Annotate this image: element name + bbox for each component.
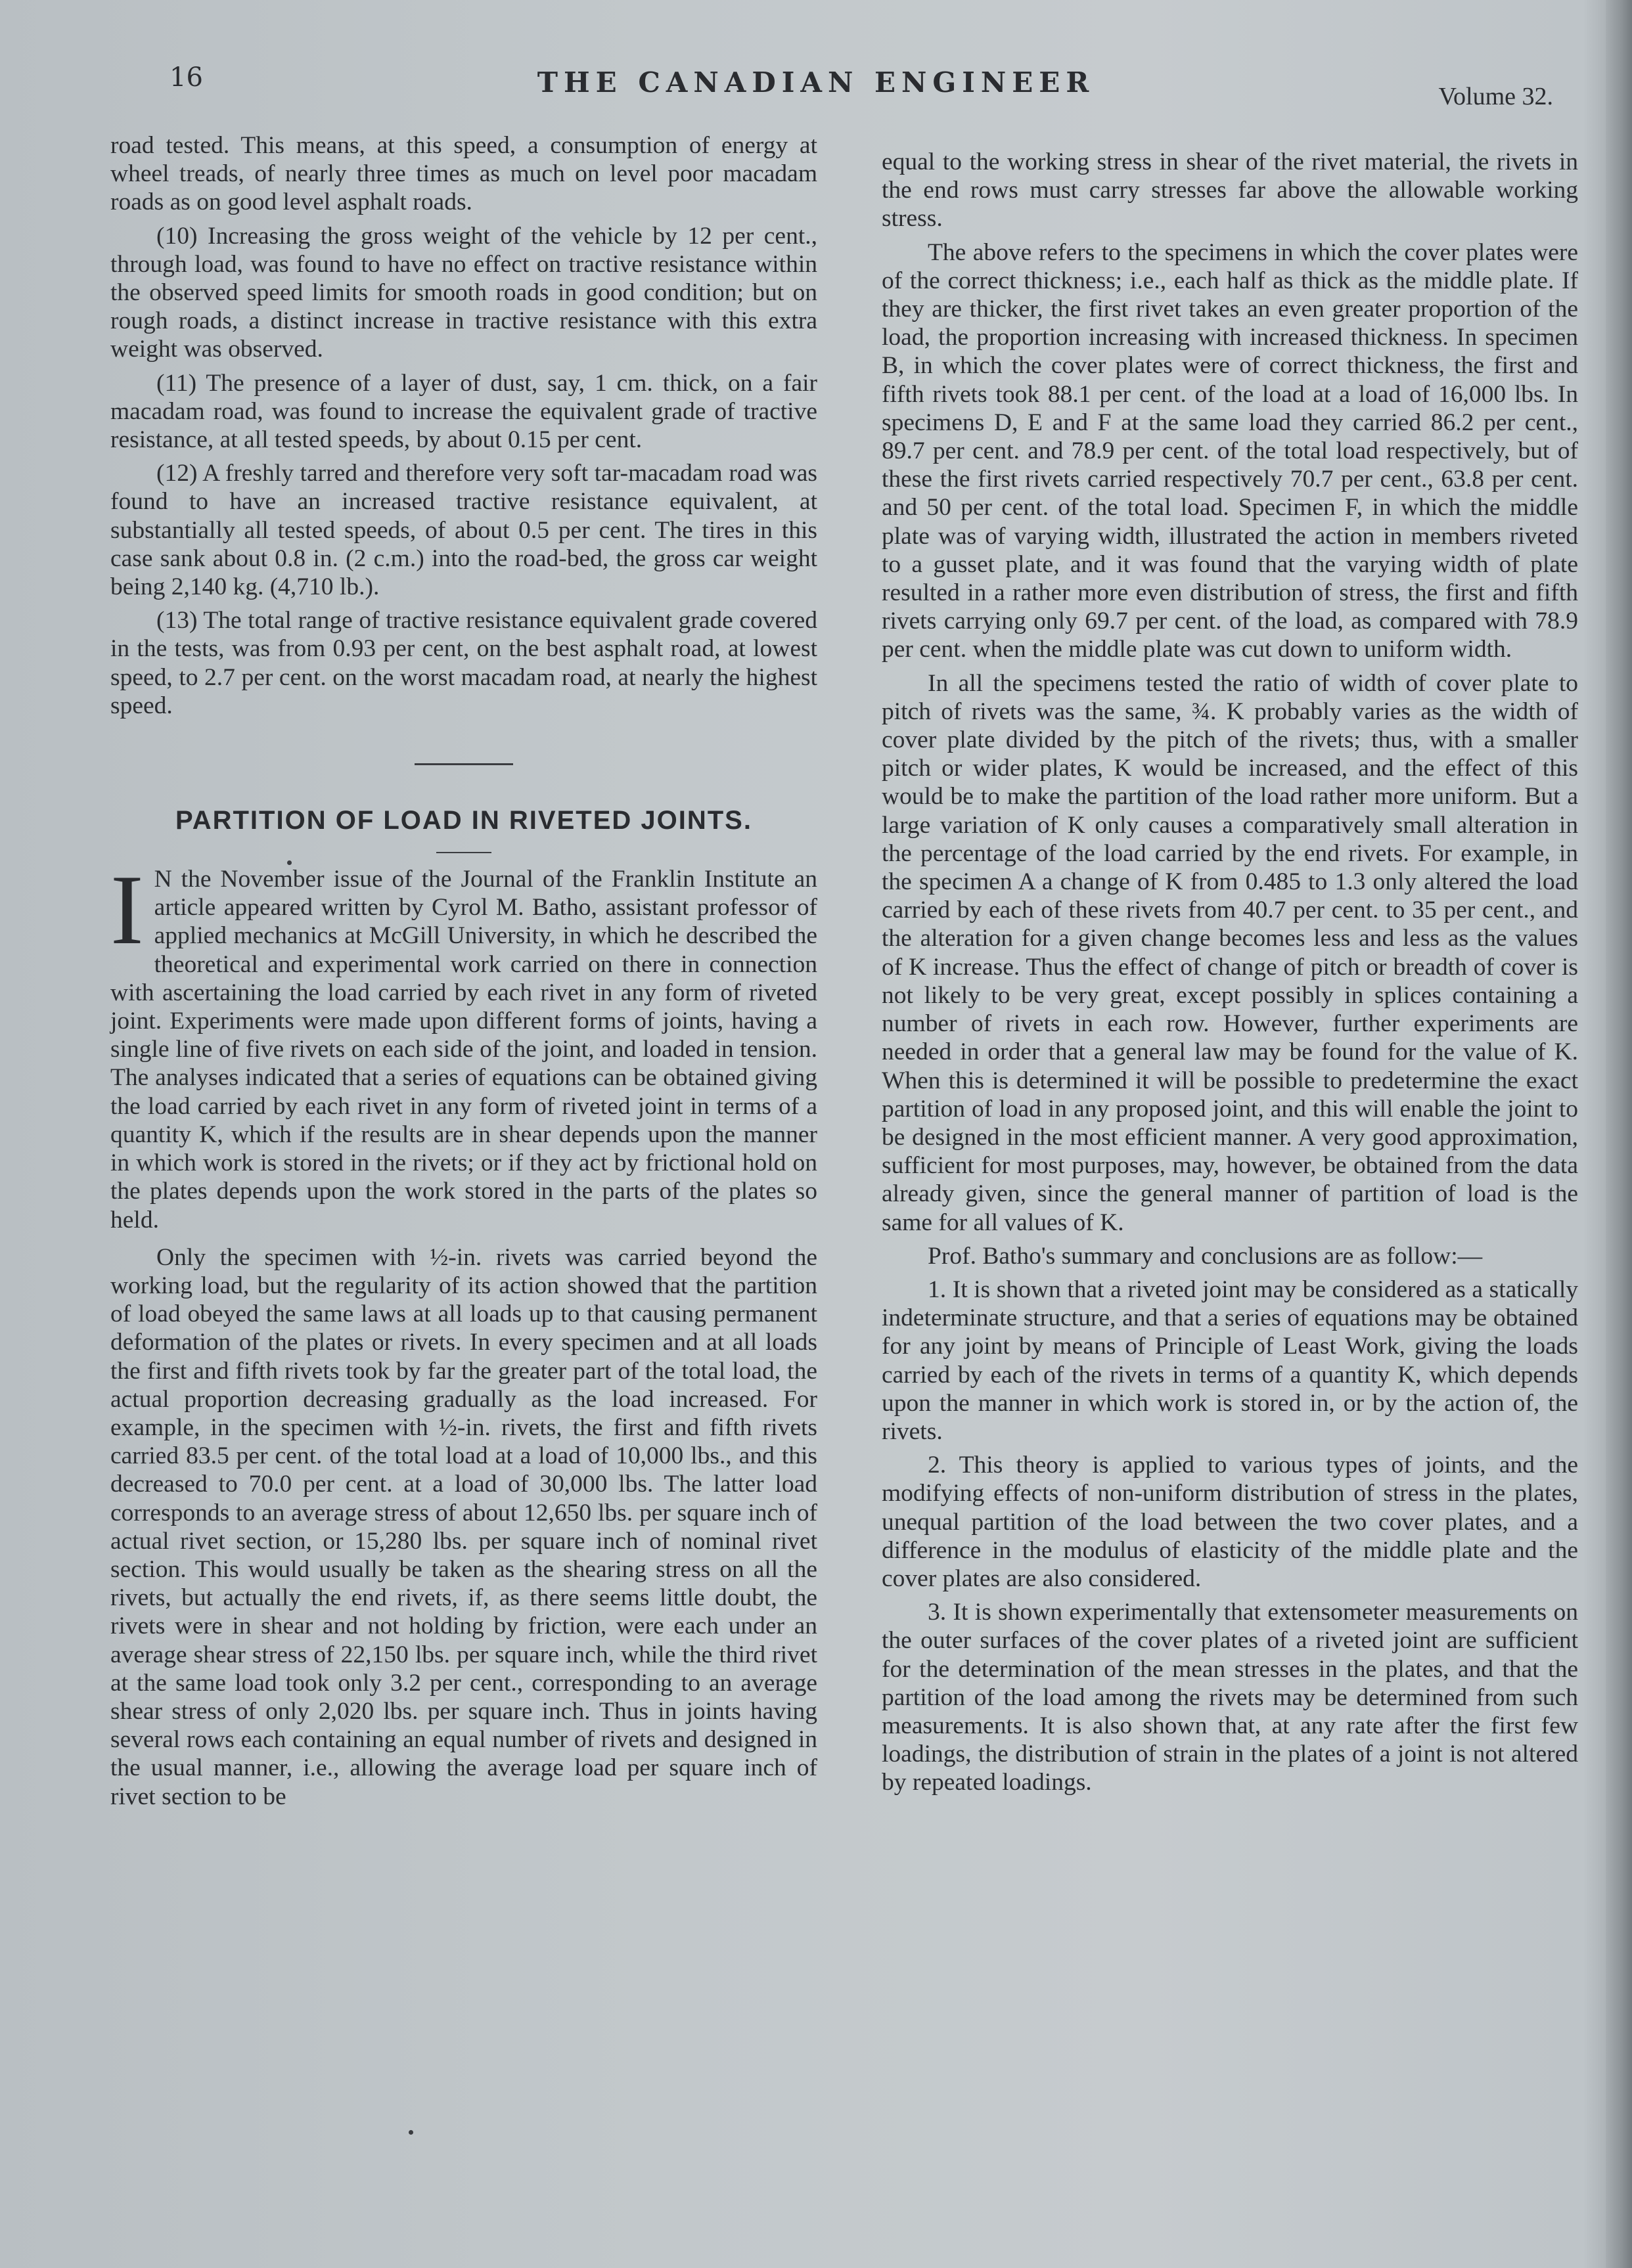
drop-cap: I <box>110 855 144 966</box>
paragraph: The above refers to the specimens in which the cover plates were of the correct thickness; i.e., each half as thick as the middle plate. If they are thicker, the first rivet takes an even greater proportion of the load, the proportion increasing with increased thickness. In specimen B, in which the cover plates were of correct thickness, the first and fifth rivets took 88.1 per cent. of the load at a load of 16,000 lbs. In specimens D, E and F at the same load they carried 86.2 per cent., 89.7 per cent. and 78.9 per cent. of the total load respectively, but of these the first rivets carried respectively 70.7 per cent., 63.8 per cent. and 50 per cent. of the total load. Specimen F, in which the middle plate was of varying width, illustrated the action in members riveted to a gusset plate, and it was found that the varying width of plate resulted in a rather more even distribution of stress, the first and fifth rivets carrying only 69.7 per cent. of the load, as compared with 78.9 per cent. when the middle plate was cut down to uniform width. <box>882 238 1578 663</box>
section-divider <box>415 763 513 765</box>
print-speck <box>409 2130 413 2135</box>
paragraph <box>110 855 817 1234</box>
paragraph: (10) Increasing the gross weight of the vehicle by 12 per cent., through load, was found to have no effect on tractive resistance within the observed speed limits for smooth roads in good condition; but on rough roads, a distinct increase in tractive resistance with this extra weight was observed. <box>110 222 817 363</box>
page-number: 16 <box>170 62 203 93</box>
paragraph: road tested. This means, at this speed, a consumption of energy at wheel treads, of nearly three times as much on level poor macadam roads as on good level asphalt roads. <box>110 132 817 216</box>
paragraph: 3. It is shown experimentally that extensometer measurements on the outer surfaces of the cover plates of a riveted joint are sufficient for the determination of the mean stresses in the plates, and that the partition of the load among the rivets may be determined from such measurements. It is also shown that, at any rate after the first few loadings, the distribution of strain in the plates of a joint is not altered by repeated loadings. <box>882 1599 1578 1796</box>
volume-label: Volume 32. <box>1438 83 1553 110</box>
paragraph: 1. It is shown that a riveted joint may be considered as a statically indeterminate structure, and that a series of equations may be obtained for any joint by means of Principle of Least Work, giving the loads carried by each of the rivets in terms of a quantity K, which depends upon the manner in which work is stored in, or by the action of, the rivets. <box>882 1276 1578 1445</box>
left-column <box>110 131 817 1811</box>
right-column <box>882 148 1578 1797</box>
binding-edge <box>1606 0 1632 2268</box>
paragraph-text: N the November issue of the Journal of the Franklin Institute an article appeared written by Cyrol M. Batho, assistant professor of applied mechanics at McGill University, in which he described the theoretical and experimental work carried on there in connection with ascertaining the load carried by each rivet in any form of riveted joint. Experiments were made upon different forms of joints, having a single line of five rivets on each side of the joint, and loaded in tension. The analyses indicated that a series of equations can be obtained giving the load carried by each rivet in any form of riveted joint in terms of a quantity K, which if the results are in shear depends upon the manner in which work is stored in the rivets; or if they act by frictional hold on the plates depends upon the work stored in the parts of the plates so held. <box>110 866 817 1234</box>
title-rule <box>436 852 491 853</box>
print-speck <box>287 860 292 865</box>
journal-title: THE CANADIAN ENGINEER <box>537 66 1095 99</box>
article-title: PARTITION OF LOAD IN RIVETED JOINTS. <box>175 806 752 835</box>
page-header <box>0 56 1632 108</box>
paragraph: equal to the working stress in shear of the rivet material, the rivets in the end rows must carry stresses far above the allowable working stress. <box>882 148 1578 233</box>
paragraph: Only the specimen with ½-in. rivets was carried beyond the working load, but the regularity of its action showed that the partition of load obeyed the same laws at all loads up to that causing permanent deformation of the plates or rivets. In every specimen and at all loads the first and fifth rivets took by far the greater part of the total load, the actual proportion decreasing gradually as the load increased. For example, in the specimen with ½-in. rivets, the first and fifth rivets carried 83.5 per cent. of the total load at a load of 10,000 lbs., and this decreased to 70.0 per cent. at a load of 30,000 lbs. The latter load corresponds to an average stress of about 12,650 lbs. per square inch of actual rivet section, or 15,280 lbs. per square inch of nominal rivet section. This would usually be taken as the shearing stress on all the rivets, but actually the end rivets, if, as there seems little doubt, the rivets were in shear and not holding by friction, were each under an average shear stress of 22,150 lbs. per square inch, while the third rivet at the same load took only 3.2 per cent., corresponding to an average shear stress of only 2,020 lbs. per square inch. Thus in joints having several rows each containing an equal number of rivets and designed in the usual manner, i.e., allowing the average load per square inch of rivet section to be <box>110 1243 817 1810</box>
paragraph: 2. This theory is applied to various types of joints, and the modifying effects of non-uniform distribution of stress in the plates, unequal partition of the load between the two cover plates, and a difference in the modulus of elasticity of the middle plate and the cover plates are also considered. <box>882 1452 1578 1592</box>
paragraph: In all the specimens tested the ratio of width of cover plate to pitch of rivets was the same, ¾. K probably varies as the width of cover plate divided by the pitch of the rivets; thus, with a smaller pitch or wider plates, K would be increased, and the effect of this would be to make the partition of the load rather more uniform. But a large variation of K only causes a comparatively small alteration in the percentage of the load carried by the end rivets. For example, in the specimen A a change of K from 0.485 to 1.3 only altered the load carried by each of these rivets from 40.7 per cent. to 35 per cent., and the alteration for a given change becomes less and less as the values of K increase. Thus the effect of change of pitch or breadth of cover is not likely to be very great, except possibly in splices containing a number of rivets in each row. However, further experiments are needed in order that a general law may be found for the value of K. When this is determined it will be possible to predetermine the exact partition of load in any proposed joint, and this will enable the joint to be designed in the most efficient manner. A very good approximation, sufficient for most purposes, may, however, be obtained from the data already given, since the general manner of partition of load is the same for all values of K. <box>882 669 1578 1236</box>
paragraph: (11) The presence of a layer of dust, say, 1 cm. thick, on a fair macadam road, was found to increase the equivalent grade of tractive resistance, at all tested speeds, by about 0.15 per cent. <box>110 369 817 454</box>
paragraph: (13) The total range of tractive resistance equivalent grade covered in the tests, was from 0.93 per cent, on the best asphalt road, at lowest speed, to 2.7 per cent. on the worst macadam road, at nearly the highest speed. <box>110 607 817 719</box>
paragraph: (12) A freshly tarred and therefore very soft tar-macadam road was found to have an increased tractive resistance equivalent, at substantially all tested speeds, of about 0.5 per cent. The tires in this case sank about 0.8 in. (2 c.m.) into the road-bed, the gross car weight being 2,140 kg. (4,710 lb.). <box>110 460 817 601</box>
paragraph: Prof. Batho's summary and conclusions are as follow:— <box>928 1242 1483 1270</box>
